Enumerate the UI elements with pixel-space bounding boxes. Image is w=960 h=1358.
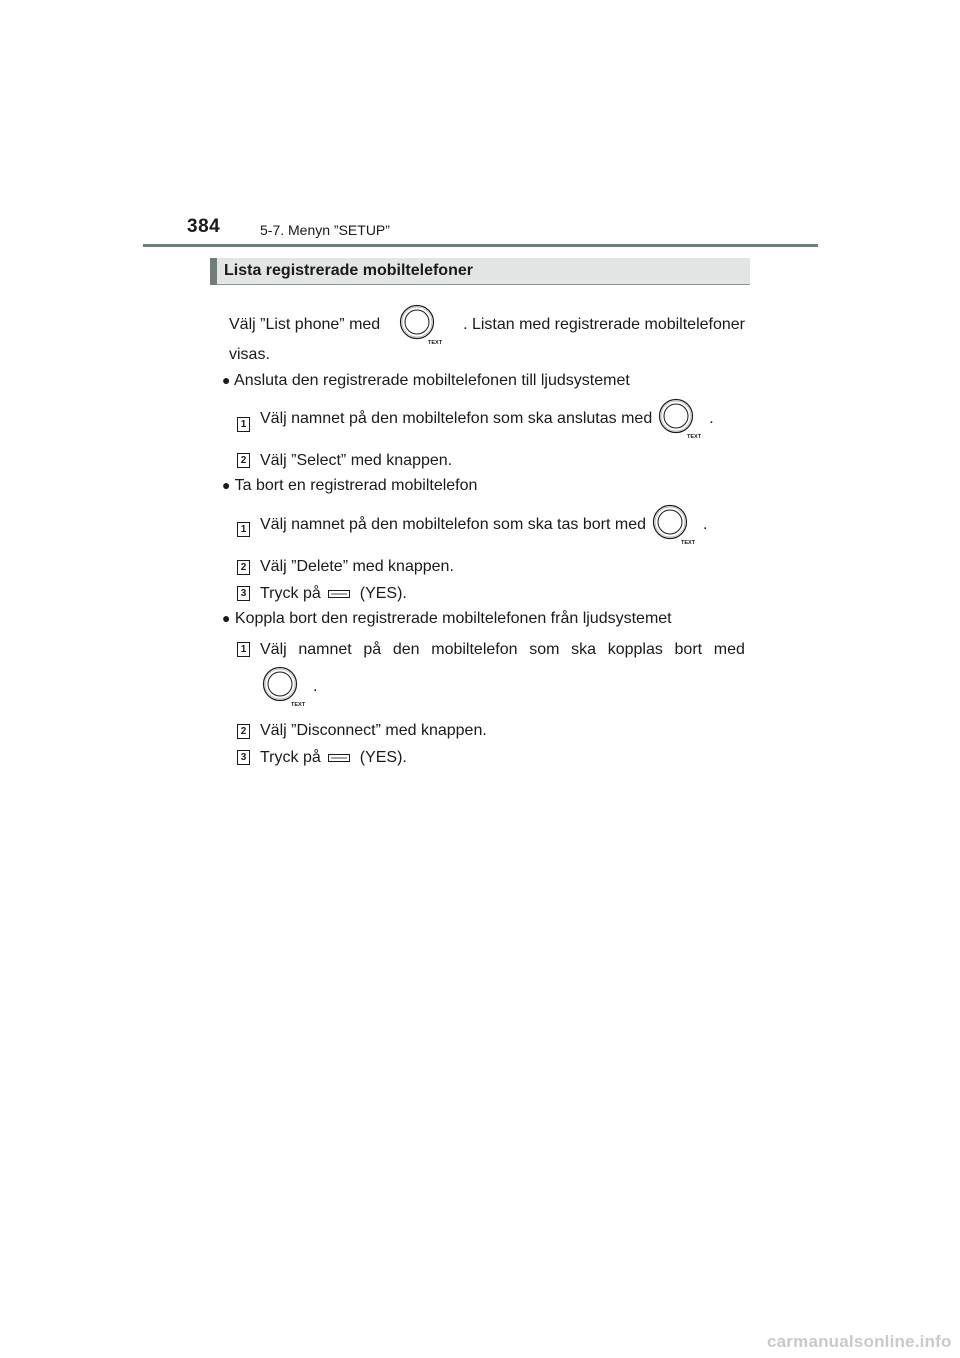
step-text: Välj ”Select” med knappen. xyxy=(260,452,453,469)
bullet-text: Ta bort en registrerad mobiltelefon xyxy=(234,477,478,494)
step-number-box: 2 xyxy=(237,724,250,739)
step-text: Välj ”Delete” med knappen. xyxy=(260,558,454,575)
step-text: Välj namnet på den mobiltelefon som ska tas bort med xyxy=(260,516,646,533)
watermark: carmanualsonline.info xyxy=(767,1332,952,1351)
bullet-icon: ● xyxy=(222,477,231,493)
step-suffix: . xyxy=(702,516,708,533)
step-number-box: 3 xyxy=(237,750,250,765)
step-word: bort xyxy=(674,641,703,658)
knob-label: TEXT xyxy=(291,702,306,708)
preset-button-icon xyxy=(328,589,350,599)
step-word: namnet xyxy=(298,641,352,658)
intro-part2: . Listan med registrerade mobiltelefoner xyxy=(463,316,745,333)
step-line xyxy=(261,664,317,710)
section-title: 5-7. Menyn ”SETUP” xyxy=(260,222,390,238)
header-rule xyxy=(143,244,818,247)
step-text: Välj namnet på den mobiltelefon som ska anslutas med xyxy=(260,410,653,427)
knob-label: TEXT xyxy=(427,340,442,346)
tune-select-knob-icon xyxy=(261,666,309,708)
step-line xyxy=(260,748,407,768)
bullet-text: Ansluta den registrerade mobiltelefonen till ljudsystemet xyxy=(234,372,630,389)
page-number: 384 xyxy=(187,216,221,237)
step-word: Välj xyxy=(260,641,287,658)
bullet-icon: ● xyxy=(222,610,231,626)
knob-label: TEXT xyxy=(687,434,702,440)
knob-label: TEXT xyxy=(680,540,696,546)
bullet-item xyxy=(222,608,672,629)
step-suffix: . xyxy=(709,410,714,427)
step-number-box: 3 xyxy=(237,586,250,601)
intro-part3: visas. xyxy=(229,346,270,363)
bullet-item xyxy=(222,370,630,391)
step-word: med xyxy=(713,641,745,658)
step-number-box: 2 xyxy=(237,560,250,575)
step-line xyxy=(260,584,407,604)
step-word: mobiltelefon xyxy=(431,641,518,658)
step-line xyxy=(260,502,707,548)
step-line xyxy=(260,396,714,442)
step-line-justified xyxy=(260,640,745,660)
step-word: kopplas xyxy=(607,641,663,658)
step-text: Tryck på xyxy=(260,585,321,602)
section-heading: Lista registrerade mobiltelefoner xyxy=(224,262,473,279)
bullet-item xyxy=(222,475,477,496)
tune-select-knob-icon xyxy=(657,398,705,440)
step-text: Tryck på xyxy=(260,749,321,766)
bullet-text: Koppla bort den registrerade mobiltelefonen från ljudsystemet xyxy=(234,610,672,627)
tune-select-knob-icon xyxy=(398,304,446,346)
step-word: den xyxy=(392,641,420,658)
tune-select-knob-icon xyxy=(651,504,699,546)
step-number-box: 2 xyxy=(237,453,250,468)
preset-button-icon xyxy=(328,753,350,763)
intro-part1: Välj ”List phone” med xyxy=(229,316,381,333)
step-number-box: 1 xyxy=(237,417,250,432)
step-word: ska xyxy=(571,641,597,658)
bullet-icon: ● xyxy=(222,372,231,388)
step-word: på xyxy=(363,641,382,658)
heading-accent xyxy=(210,258,217,285)
step-number-box: 1 xyxy=(237,642,250,657)
step-text-after: (YES). xyxy=(359,585,407,602)
step-word: som xyxy=(529,641,560,658)
intro-line xyxy=(229,305,745,345)
step-text: Välj ”Disconnect” med knappen. xyxy=(260,722,487,739)
step-number-box: 1 xyxy=(237,522,250,537)
step-suffix: . xyxy=(313,678,318,695)
step-text-after: (YES). xyxy=(359,749,407,766)
